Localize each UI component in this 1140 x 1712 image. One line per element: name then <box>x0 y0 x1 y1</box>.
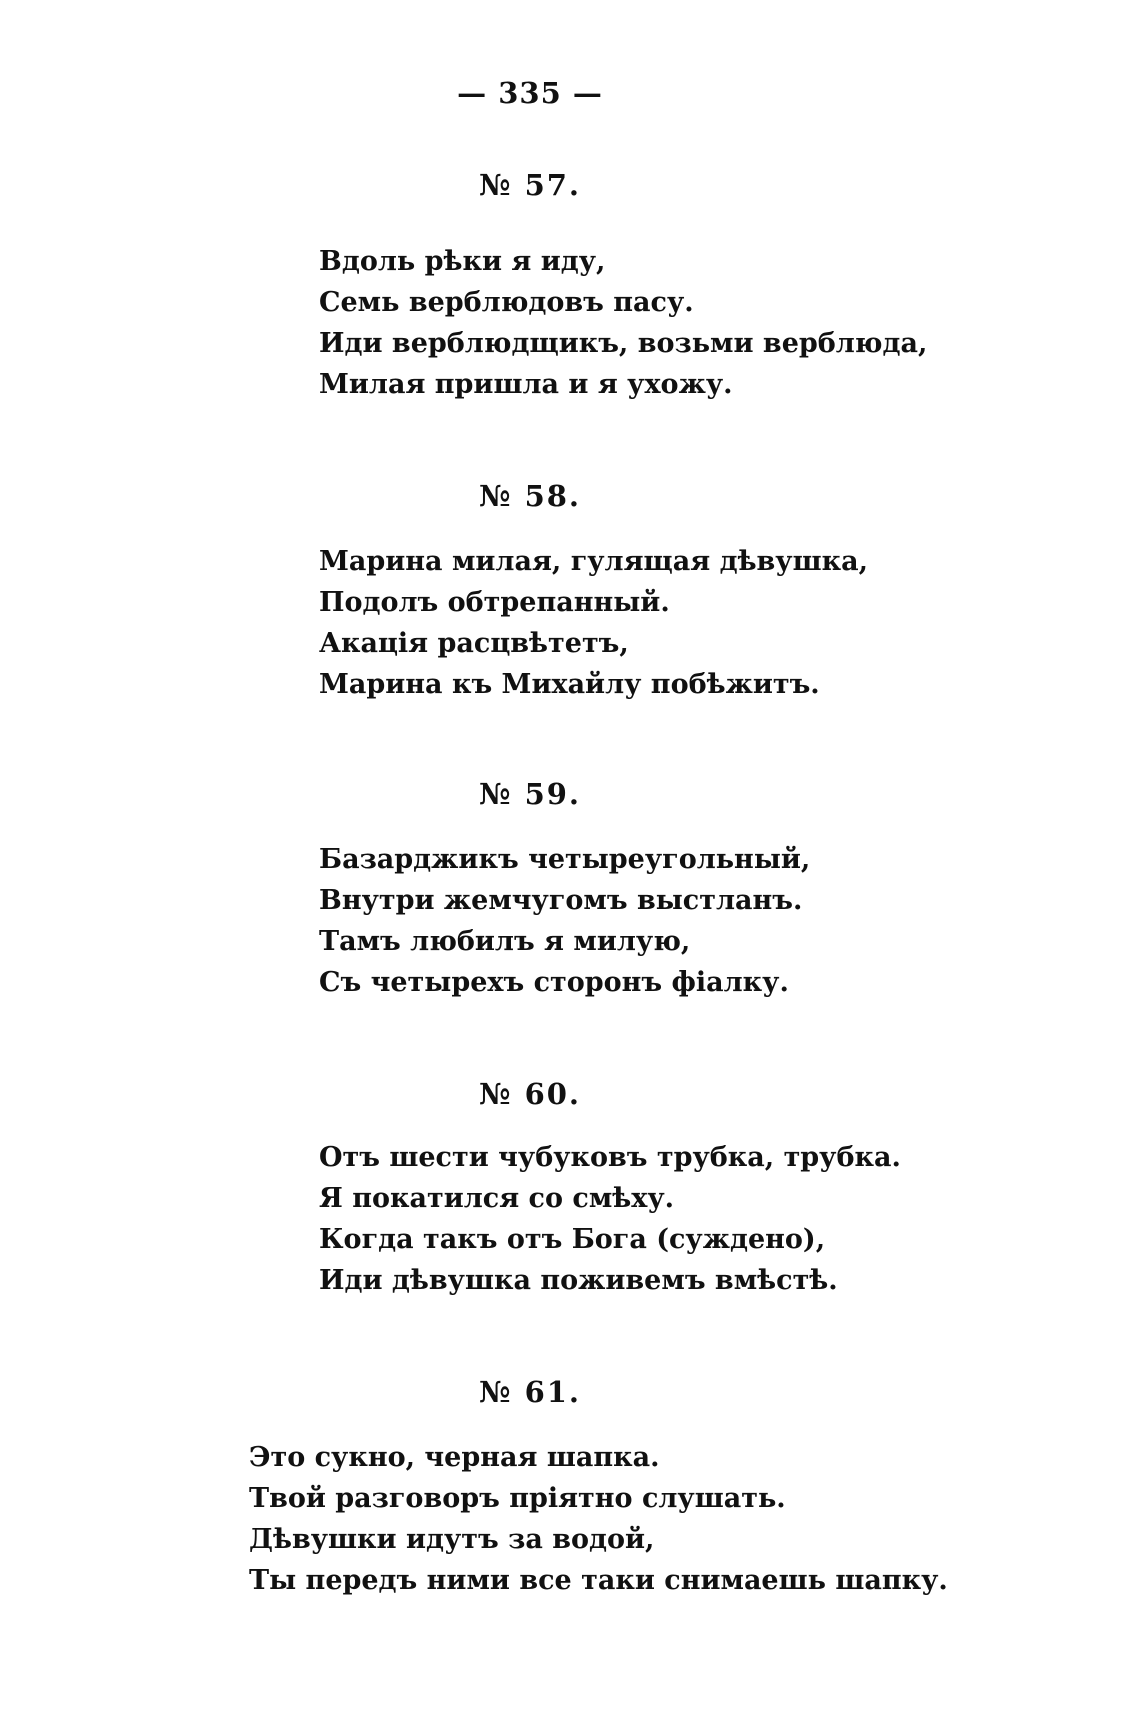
poem-60-number: № 60. <box>478 1077 582 1111</box>
poem-58-line-2: Подолъ обтрепанный. <box>319 587 670 618</box>
poem-61-line-4: Ты передъ ними все таки снимаешь шапку. <box>249 1565 948 1596</box>
poem-58-line-3: Акація расцвѣтетъ, <box>319 628 629 659</box>
poem-57-line-1: Вдоль рѣки я иду, <box>319 246 606 277</box>
poem-57-number: № 57. <box>478 168 582 202</box>
poem-61-number: № 61. <box>478 1375 582 1409</box>
poem-58-line-1: Марина милая, гулящая дѣвушка, <box>319 546 869 577</box>
poem-57-line-4: Милая пришла и я ухожу. <box>319 369 733 400</box>
poem-58-stanza <box>319 541 868 705</box>
poem-60-stanza <box>319 1137 901 1301</box>
poem-60-line-3: Когда такъ отъ Бога (суждено), <box>319 1224 826 1255</box>
poem-59-line-1: Базарджикъ четыреугольный, <box>319 844 811 875</box>
poem-59-number: № 59. <box>478 777 582 811</box>
poem-57-line-2: Семь верблюдовъ пасу. <box>319 287 694 318</box>
poem-61-stanza <box>249 1437 948 1601</box>
poem-59-line-2: Внутри жемчугомъ выстланъ. <box>319 885 803 916</box>
poem-59-line-3: Тамъ любилъ я милую, <box>319 926 691 957</box>
poem-61-line-2: Твой разговоръ пріятно слушать. <box>249 1483 786 1514</box>
poem-59-stanza <box>319 839 810 1003</box>
poem-61-line-1: Это сукно, черная шапка. <box>249 1442 660 1473</box>
poem-61-line-3: Дѣвушки идутъ за водой, <box>249 1524 655 1555</box>
poem-58-line-4: Марина къ Михайлу побѣжитъ. <box>319 669 820 700</box>
poem-60-line-4: Иди дѣвушка поживемъ вмѣстѣ. <box>319 1265 838 1296</box>
poem-60-line-2: Я покатился со смѣху. <box>319 1183 675 1214</box>
page-number: — 335 — <box>457 76 603 110</box>
poem-59-line-4: Съ четырехъ сторонъ фіалку. <box>319 967 789 998</box>
poem-57-stanza <box>319 241 927 405</box>
poem-58-number: № 58. <box>478 479 582 513</box>
poem-57-line-3: Иди верблюдщикъ, возьми верблюда, <box>319 328 928 359</box>
poem-60-line-1: Отъ шести чубуковъ трубка, трубка. <box>319 1142 901 1173</box>
